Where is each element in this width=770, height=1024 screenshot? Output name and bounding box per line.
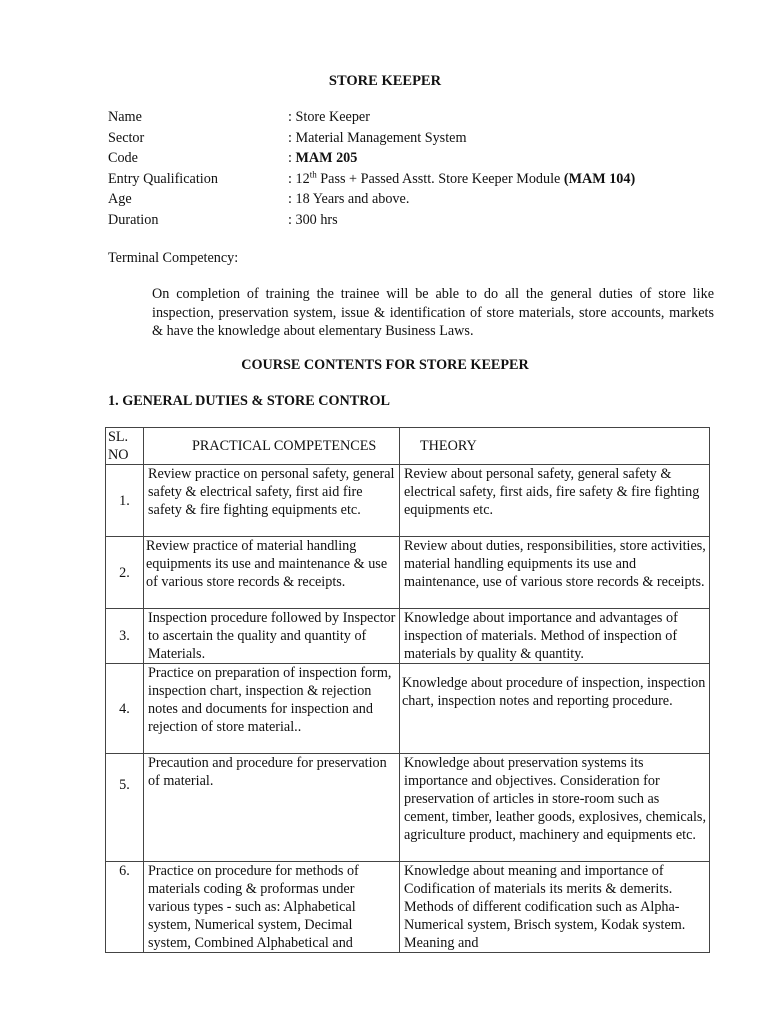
row-sl: 3. — [106, 609, 144, 664]
info-row-entry-qualification — [108, 170, 748, 191]
header-practical: PRACTICAL COMPETENCES — [144, 428, 400, 465]
info-value: : Material Management System — [288, 129, 467, 146]
info-value-prefix: : — [288, 150, 296, 166]
section-title: 1. GENERAL DUTIES & STORE CONTROL — [108, 393, 390, 409]
terminal-competency-text: On completion of training the trainee will be able to do all the general duties of store like inspection, preservation system, issue & identification of store materials, store accounts, markets & have the knowledge about elementary Business Laws. — [152, 286, 714, 339]
info-label: Code — [108, 150, 138, 166]
table-row — [106, 754, 710, 862]
info-value — [288, 170, 748, 191]
row-practical: Review practice of material handling equipments its use and maintenance & use of various store records & receipts. — [144, 537, 400, 609]
row-sl: 1. — [106, 465, 144, 537]
header-theory: THEORY — [400, 428, 710, 465]
row-practical: Review practice on personal safety, general safety & electrical safety, first aid fire safety & fire fighting equipments etc. — [144, 465, 400, 537]
course-table — [105, 427, 710, 953]
row-sl: 5. — [106, 754, 144, 862]
info-value-b: Pass + Passed Asstt. Store Keeper Module — [316, 170, 564, 187]
row-sl: 6. — [106, 862, 144, 953]
info-label: Entry Qualification — [108, 170, 218, 187]
row-practical: Practice on procedure for methods of materials coding & proformas under various types - such as: Alphabetical system, Numerical system, Decimal system, Combined Alphabetical and — [144, 862, 400, 953]
info-row-age — [108, 190, 748, 211]
info-label: Name — [108, 109, 142, 125]
row-theory: Review about duties, responsibilities, store activities, material handling equipments its use and maintenance, use of various store records & receipts. — [400, 537, 710, 609]
row-practical: Practice on preparation of inspection form, inspection chart, inspection & rejection notes and documents for inspection and rejection of store material.. — [144, 664, 400, 754]
table-row — [106, 537, 710, 609]
info-value: : 18 Years and above. — [288, 191, 410, 207]
table-row — [106, 862, 710, 953]
info-value — [288, 149, 748, 170]
row-theory: Review about personal safety, general safety & electrical safety, first aids, fire safety & fire fighting equipments etc. — [400, 465, 710, 537]
info-label: Duration — [108, 211, 159, 228]
info-value: : Store Keeper — [288, 109, 370, 125]
row-theory: Knowledge about meaning and importance of Codification of materials its merits & demerits. Methods of different codification such as Alpha-Numerical system, Brisch system, Kodak system. Meaning and — [400, 862, 710, 953]
row-theory: Knowledge about preservation systems its importance and objectives. Consideration for preservation of articles in store-room such as cement, timber, leather goods, explosives, chemicals, agriculture product, machinery and equipments etc. — [400, 754, 710, 862]
info-value-bold: (MAM 104) — [563, 170, 636, 187]
table-header-row — [106, 428, 710, 465]
info-value-sup: th — [309, 168, 317, 179]
row-theory: Knowledge about importance and advantages of inspection of materials. Method of inspection of materials by quality & quantity. — [400, 609, 710, 664]
row-practical: Precaution and procedure for preservation of material. — [144, 754, 400, 862]
info-row-duration — [108, 211, 748, 232]
info-value: : 300 hrs — [288, 211, 338, 228]
info-row-name — [108, 108, 748, 129]
course-contents-title: COURSE CONTENTS FOR STORE KEEPER — [241, 357, 529, 373]
row-sl: 2. — [106, 537, 144, 609]
info-label: Age — [108, 191, 132, 207]
table-row — [106, 465, 710, 537]
info-value-a: : 12 — [288, 170, 310, 187]
row-sl: 4. — [106, 664, 144, 754]
info-label: Sector — [108, 129, 145, 146]
header-sl-no: SL. NO — [106, 428, 144, 465]
info-row-sector — [108, 129, 748, 150]
document-title: STORE KEEPER — [328, 73, 442, 89]
row-theory: Knowledge about procedure of inspection, inspection chart, inspection notes and reporting procedure. — [400, 664, 710, 754]
info-value-bold: MAM 205 — [295, 150, 358, 166]
table-row — [106, 664, 710, 754]
terminal-competency-label: Terminal Competency: — [108, 250, 239, 266]
info-row-code — [108, 149, 748, 170]
info-table — [108, 108, 748, 231]
table-row — [106, 609, 710, 664]
row-practical: Inspection procedure followed by Inspector to ascertain the quality and quantity of Materials. — [144, 609, 400, 664]
